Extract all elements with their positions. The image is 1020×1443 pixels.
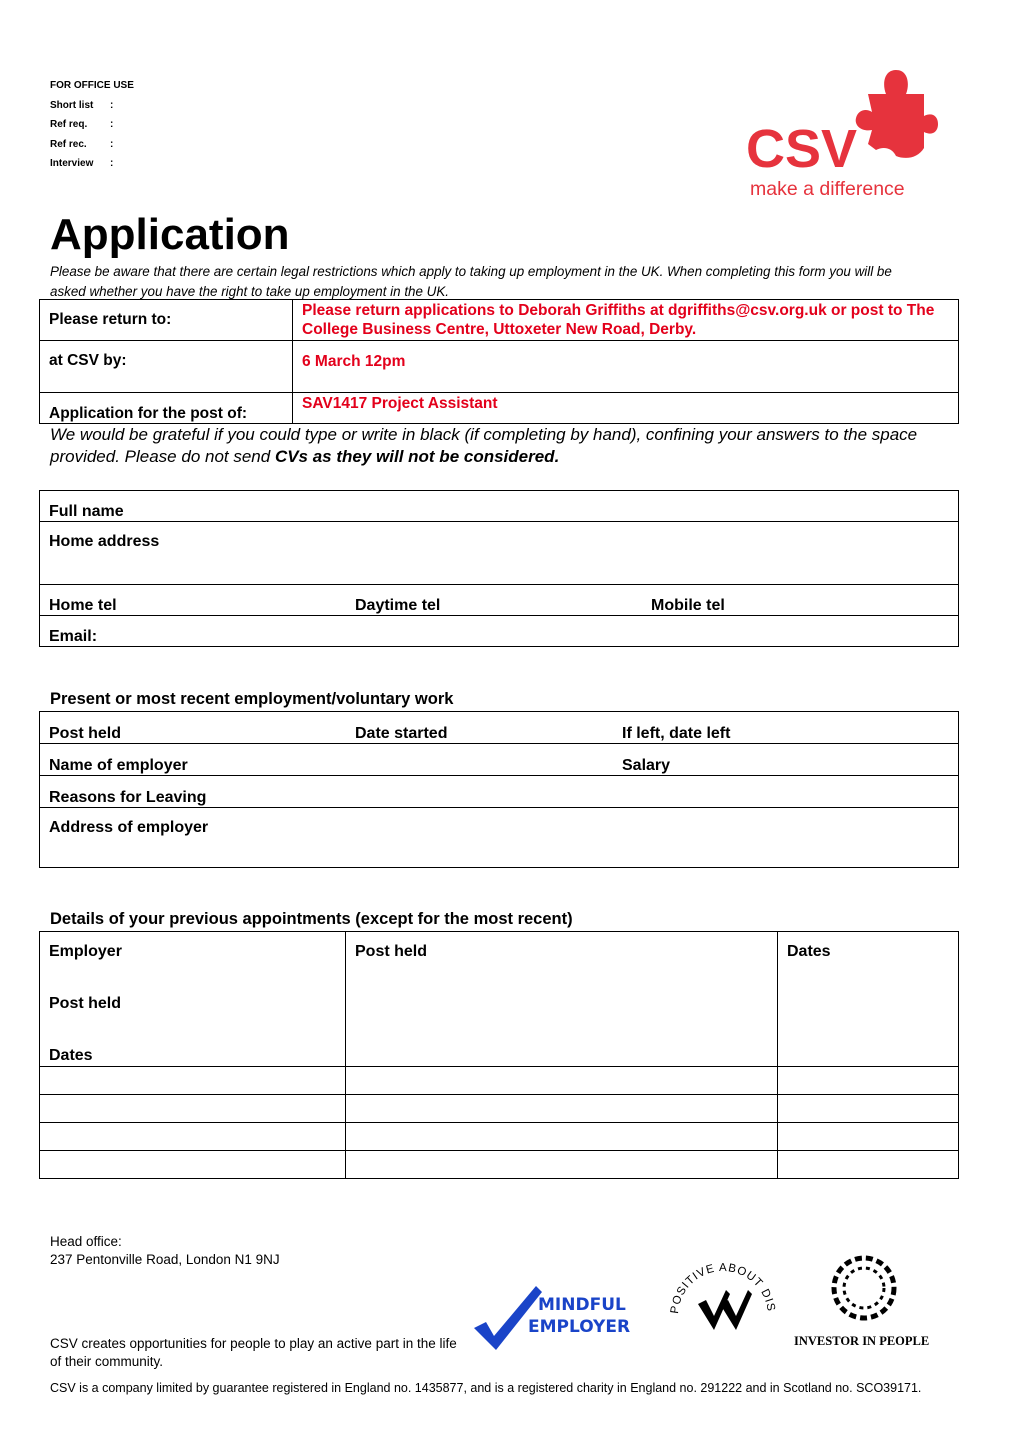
investor-in-people-badge: INVESTOR IN PEOPLE bbox=[790, 1252, 940, 1352]
puzzle-piece-icon bbox=[746, 64, 938, 200]
daytime-tel-field[interactable]: Daytime tel bbox=[355, 597, 441, 614]
post-value: SAV1417 Project Assistant bbox=[293, 393, 959, 424]
employment-table bbox=[39, 711, 959, 868]
table-row bbox=[40, 1095, 959, 1123]
deadline-value: 6 March 12pm bbox=[293, 341, 959, 393]
reasons-leaving-field[interactable]: Reasons for Leaving bbox=[40, 776, 959, 808]
mobile-tel-field[interactable]: Mobile tel bbox=[651, 597, 725, 614]
employer-address-field[interactable]: Address of employer bbox=[40, 808, 959, 868]
prev-col-employer: Employer Post held Dates bbox=[40, 932, 346, 1067]
office-row-interview: Interview : bbox=[50, 158, 114, 170]
previous-heading: Details of your previous appointments (except for the most recent) bbox=[50, 910, 573, 928]
instructions: We would be grateful if you could type or write in black (if completing by hand), confining your answers to the space provided. Please do not send CVs as they will not be considered. bbox=[50, 425, 918, 466]
telephone-row bbox=[49, 597, 949, 615]
full-name-field[interactable]: Full name bbox=[40, 491, 959, 522]
head-office: Head office: 237 Pentonville Road, London N1 9NJ bbox=[50, 1234, 280, 1267]
previous-appointments-table bbox=[39, 931, 959, 1179]
logo-wordmark: CSV bbox=[746, 119, 858, 179]
legal-footer: CSV is a company limited by guarantee registered in England no. 1435877, and is a registered charity in England no. 291222 and in Scotland no. SCO39171. bbox=[50, 1381, 922, 1395]
disabled-people-badge bbox=[664, 1260, 782, 1360]
post-label: Application for the post of: bbox=[40, 393, 293, 424]
email-field[interactable]: Email: bbox=[40, 616, 959, 647]
office-row-shortlist: Short list : bbox=[50, 99, 114, 111]
laurel-wreath-icon bbox=[790, 1252, 940, 1342]
employer-name-field[interactable]: Name of employer bbox=[49, 757, 188, 774]
mission-statement: CSV creates opportunities for people to play an active part in the life of their community. bbox=[50, 1336, 457, 1369]
office-use-block bbox=[50, 76, 134, 174]
office-row-ref-req: Ref req. : bbox=[50, 119, 114, 131]
logo-tagline: make a difference bbox=[750, 178, 905, 200]
date-started-field[interactable]: Date started bbox=[355, 725, 448, 742]
home-tel-field[interactable]: Home tel bbox=[49, 597, 117, 614]
svg-text:POSITIVE ABOUT DISABLED PEOPLE: POSITIVE ABOUT DIS bbox=[668, 1261, 777, 1315]
csv-logo bbox=[746, 64, 938, 200]
deadline-label: at CSV by: bbox=[40, 341, 293, 393]
personal-details-table bbox=[39, 490, 959, 647]
date-left-field[interactable]: If left, date left bbox=[622, 725, 731, 742]
two-ticks-icon bbox=[664, 1260, 782, 1360]
legal-notice: Please be aware that there are certain legal restrictions which apply to taking up employment in the UK. When completing this form you will be asked whether you have the right to take up employment in the UK. bbox=[50, 264, 892, 299]
home-address-field[interactable]: Home address bbox=[40, 522, 959, 585]
employment-heading: Present or most recent employment/voluntary work bbox=[50, 690, 454, 708]
office-use-heading: FOR OFFICE USE bbox=[50, 80, 134, 91]
table-row bbox=[40, 1067, 959, 1095]
prev-col-dates: Dates bbox=[778, 932, 959, 1067]
return-value: Please return applications to Deborah Griffiths at dgriffiths@csv.org.uk or post to The College Business Centre, Uttoxeter New Road, Derby. bbox=[293, 300, 959, 341]
post-held-field[interactable]: Post held bbox=[49, 725, 122, 742]
page-title: Application bbox=[50, 210, 290, 259]
office-row-ref-rec: Ref rec. : bbox=[50, 138, 114, 150]
mindful-employer-badge: MINDFUL EMPLOYER bbox=[472, 1284, 632, 1352]
table-row bbox=[40, 1123, 959, 1151]
prev-col-post: Post held bbox=[346, 932, 778, 1067]
table-row bbox=[40, 1151, 959, 1179]
salary-field[interactable]: Salary bbox=[622, 757, 671, 774]
return-label: Please return to: bbox=[40, 300, 293, 341]
return-details-table bbox=[39, 299, 959, 424]
